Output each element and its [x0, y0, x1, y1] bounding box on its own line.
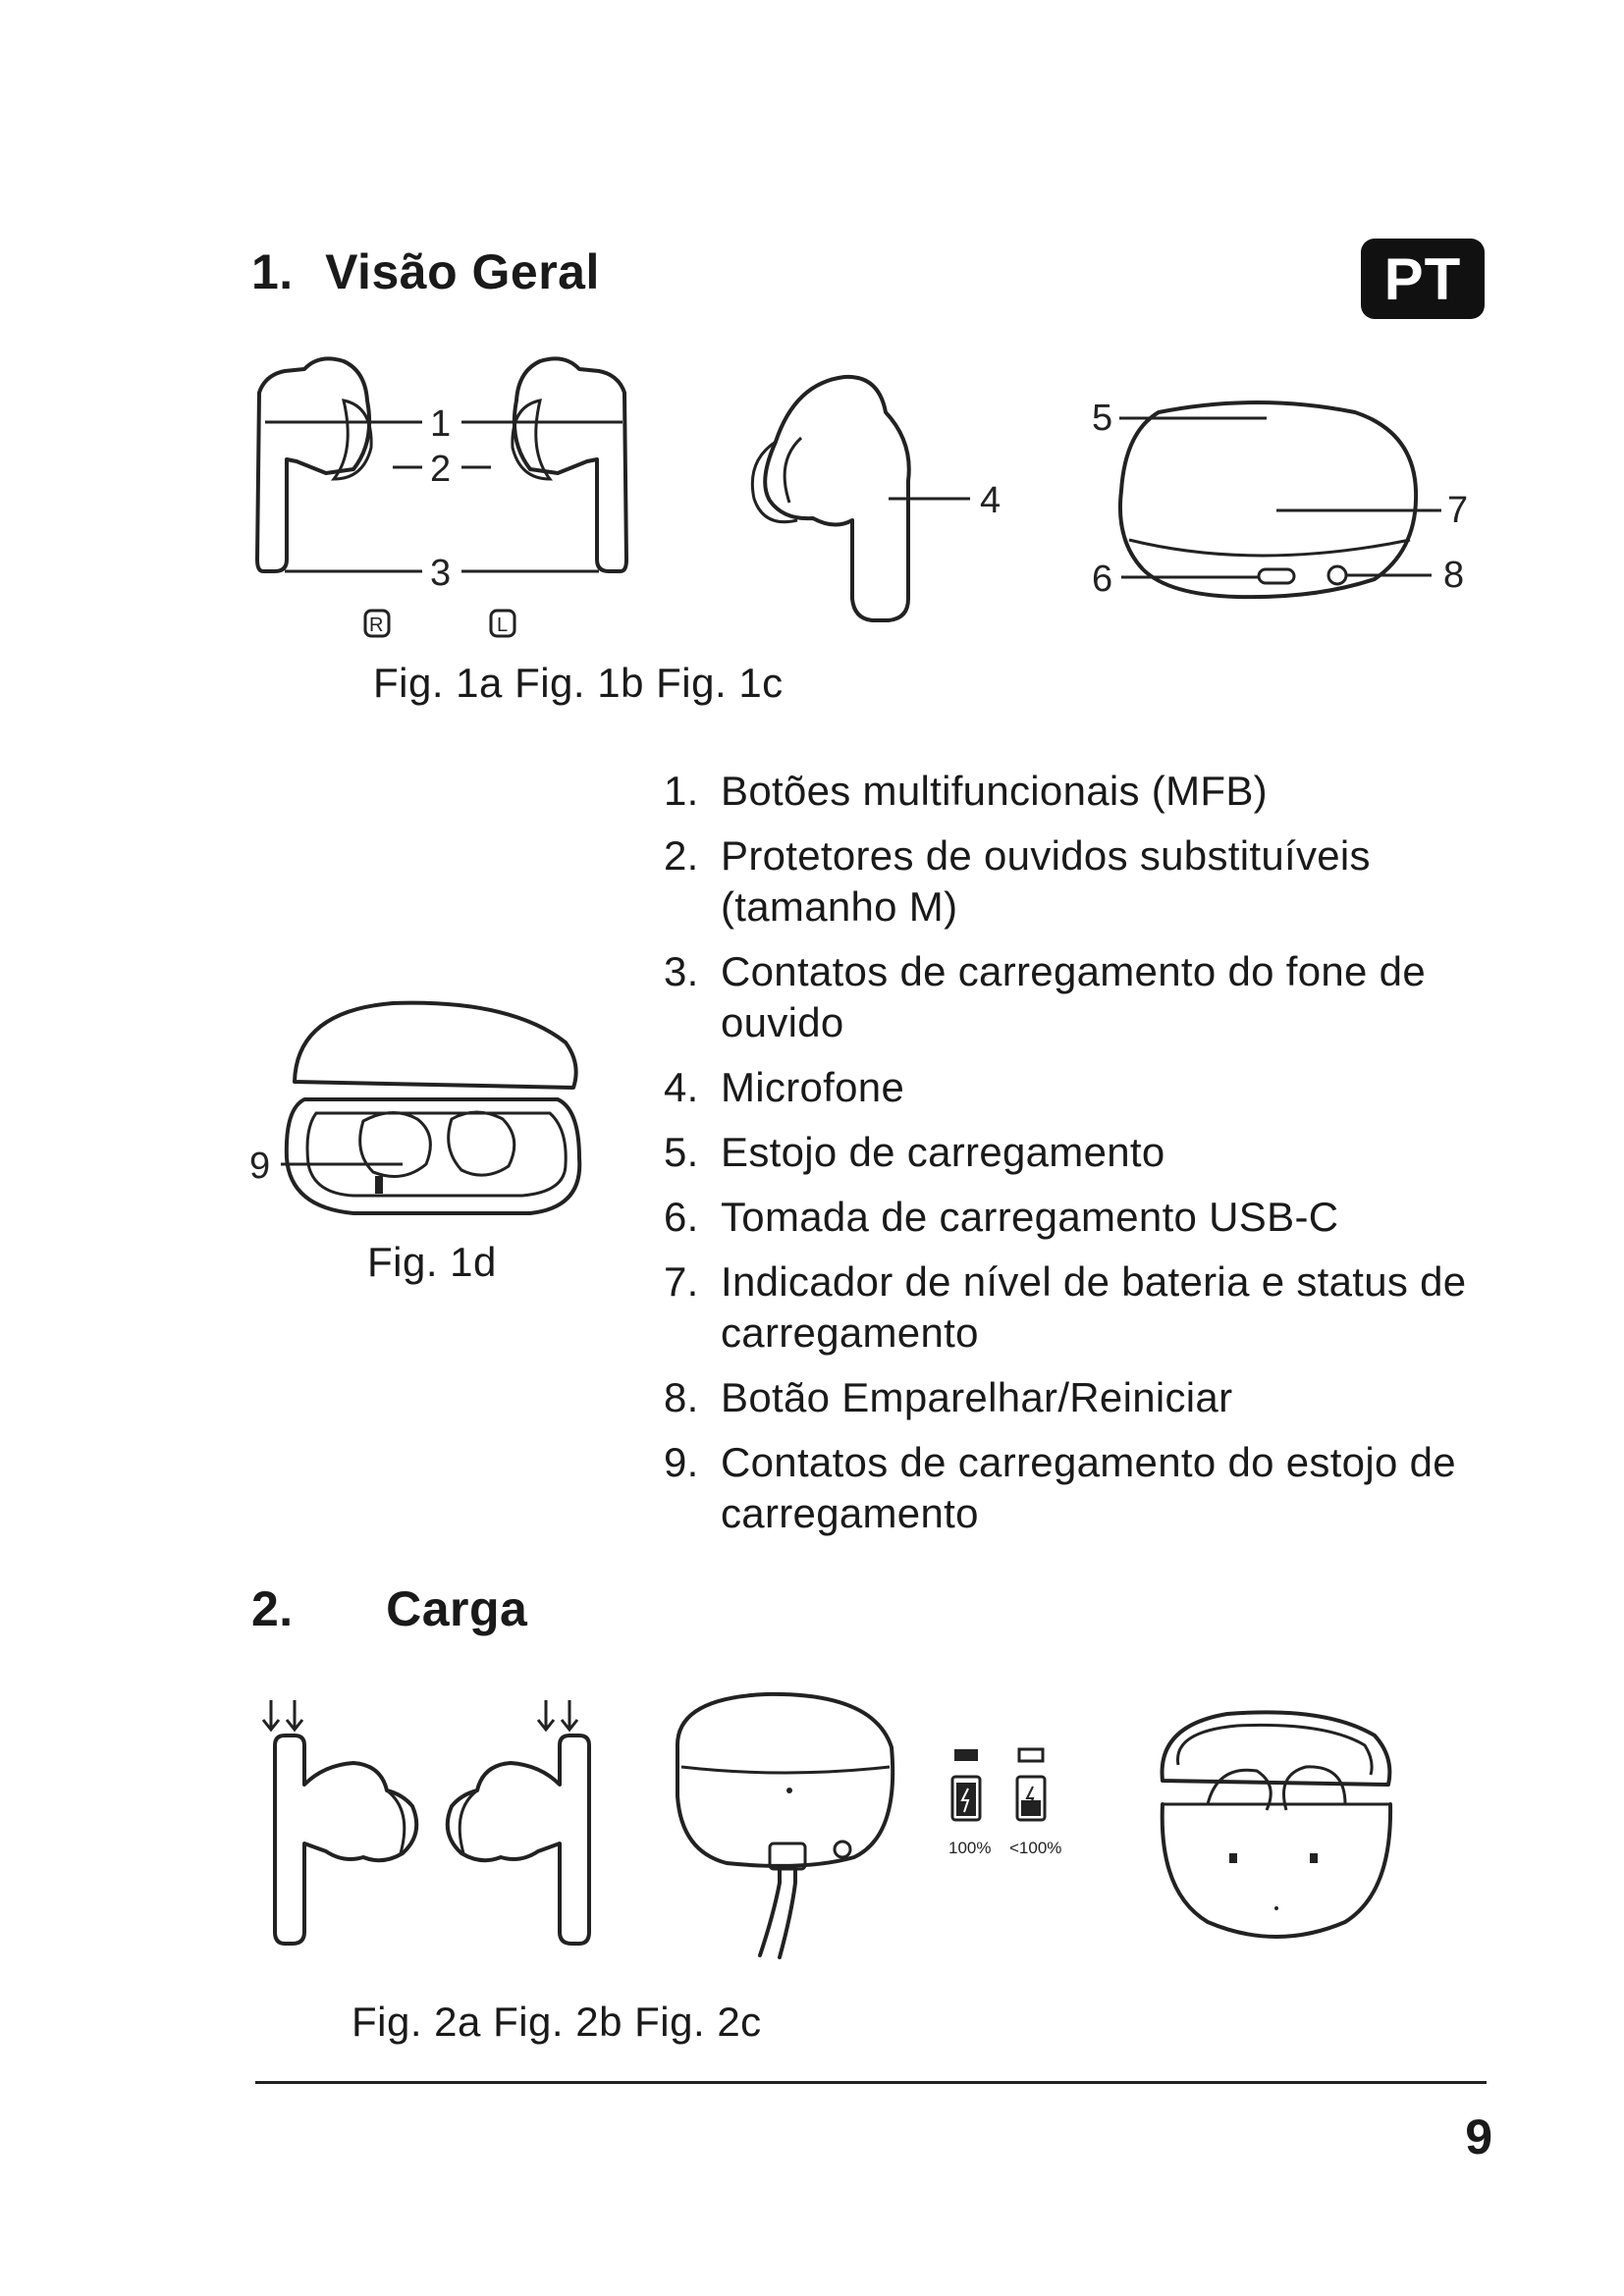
list-item [664, 830, 1528, 933]
list-item [664, 1127, 1528, 1178]
list-item [664, 1062, 1528, 1113]
callout-1: 1 [430, 403, 452, 445]
battery-indicators [943, 1743, 1080, 1861]
side-mark-right: R [369, 614, 384, 636]
section-2-number: 2. [251, 1581, 294, 1636]
list-item-number: 9. [664, 1439, 699, 1485]
callout-5: 5 [1092, 398, 1113, 439]
fig-1c-charging-case-illustration [1080, 393, 1492, 618]
fig-1-caption: Fig. 1a Fig. 1b Fig. 1c [373, 660, 784, 706]
list-item-number: 1. [664, 768, 699, 814]
list-item-text: Microfone [721, 1064, 905, 1110]
list-item-number: 2. [664, 832, 699, 879]
fig-1b-earbud-illustration [707, 373, 1021, 638]
side-mark-left: L [497, 614, 509, 636]
callout-7: 7 [1447, 490, 1469, 531]
footer-divider [255, 2081, 1487, 2084]
list-item-number: 6. [664, 1194, 699, 1240]
section-1-title: Visão Geral [325, 244, 600, 299]
list-item-number: 3. [664, 948, 699, 994]
fig-2-caption: Fig. 2a Fig. 2b Fig. 2c [352, 1999, 762, 2045]
list-item-text: Indicador de nível de bateria e status de carregamento [721, 1258, 1467, 1356]
callout-4: 4 [980, 480, 1001, 521]
list-item-text: Tomada de carregamento USB-C [721, 1194, 1339, 1240]
list-item [664, 946, 1528, 1048]
section-2-heading [251, 1580, 527, 1637]
page-number: 9 [1465, 2109, 1492, 2164]
fig-2b-charging-case-illustration [658, 1688, 913, 1973]
fig-1a-earbuds-illustration [245, 353, 638, 648]
list-item-text: Contatos de carregamento do estojo de carregamento [721, 1439, 1456, 1536]
list-item-number: 7. [664, 1258, 699, 1305]
callout-8: 8 [1443, 555, 1465, 596]
parts-list [664, 766, 1528, 1553]
list-item [664, 1437, 1528, 1539]
list-item-text: Botão Emparelhar/Reiniciar [721, 1374, 1233, 1420]
list-item-number: 8. [664, 1374, 699, 1420]
callout-6: 6 [1092, 559, 1113, 600]
language-badge: PT [1361, 239, 1485, 319]
list-item [664, 1192, 1528, 1243]
section-1-number: 1. [251, 244, 294, 299]
fig-1d-open-case-illustration [245, 991, 599, 1227]
list-item [664, 1256, 1528, 1359]
list-item-text: Protetores de ouvidos substituíveis (tamanho M) [721, 832, 1371, 930]
callout-2: 2 [430, 449, 452, 490]
list-item-number: 5. [664, 1129, 699, 1175]
callout-3: 3 [430, 553, 452, 594]
callout-9: 9 [249, 1146, 271, 1187]
battery-label-full: 100% [948, 1839, 992, 1857]
list-item-text: Estojo de carregamento [721, 1129, 1165, 1175]
list-item-text: Botões multifuncionais (MFB) [721, 768, 1268, 814]
battery-label-charging: <100% [1009, 1839, 1062, 1857]
list-item-number: 4. [664, 1064, 699, 1110]
fig-2a-insert-earbuds-illustration [255, 1696, 609, 1951]
fig-2c-stored-earbuds-illustration [1149, 1706, 1404, 1951]
section-1-heading [251, 243, 600, 300]
list-item [664, 1372, 1528, 1423]
fig-1d-caption: Fig. 1d [367, 1239, 497, 1285]
list-item [664, 766, 1528, 817]
section-2-title: Carga [386, 1581, 528, 1636]
list-item-text: Contatos de carregamento do fone de ouvido [721, 948, 1426, 1045]
